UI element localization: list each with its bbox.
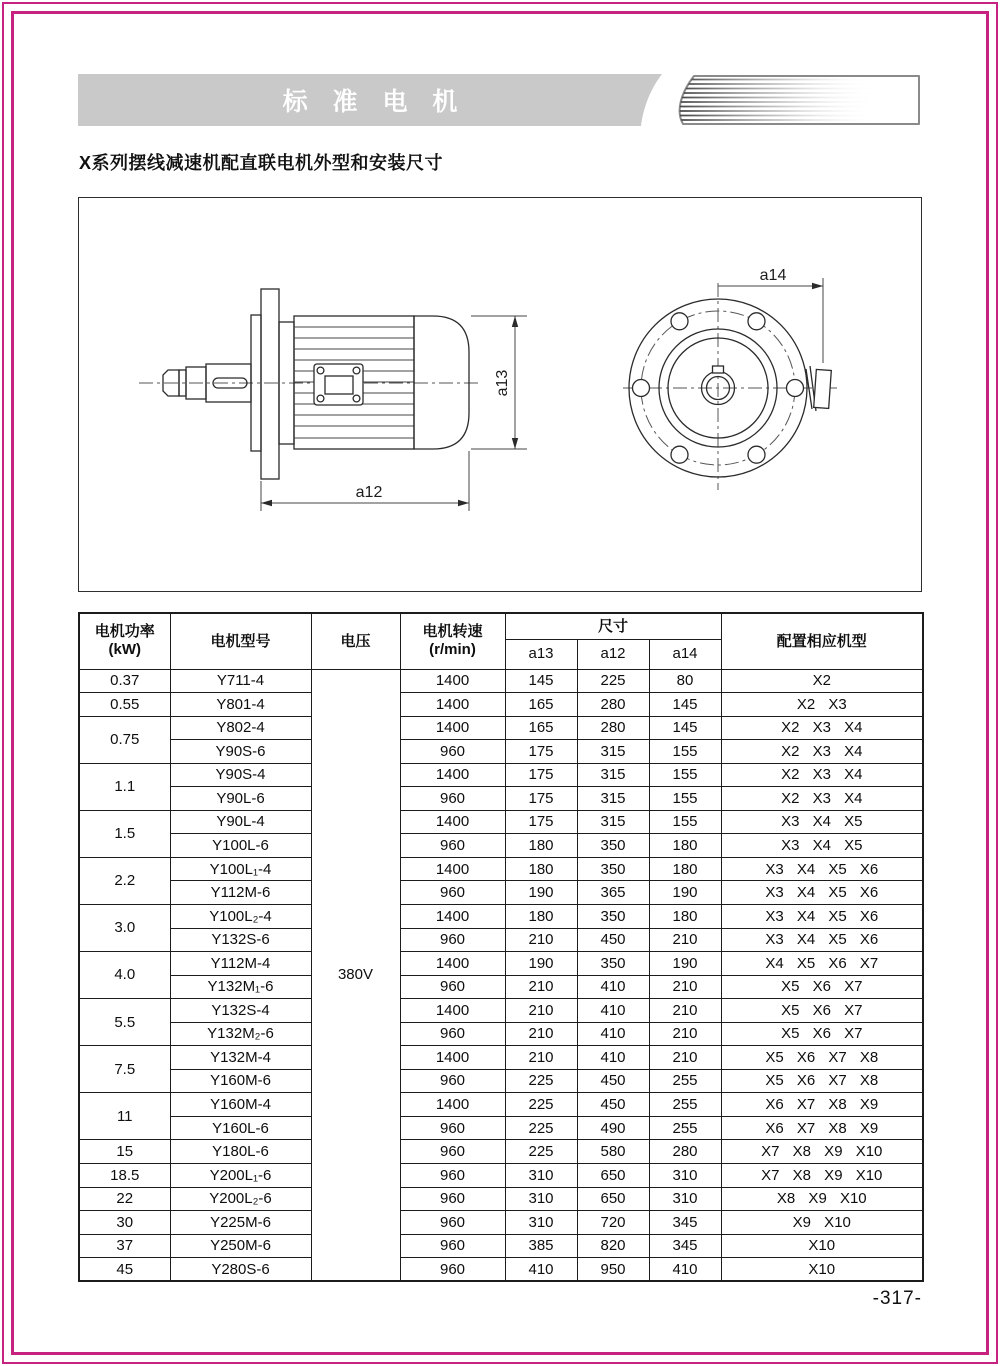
cell-match: X5 X6 X7 [721, 999, 923, 1023]
table-row [79, 999, 923, 1023]
cell-model: Y160M-4 [170, 1093, 311, 1117]
banner-stripes-panel [674, 76, 919, 124]
cell-a13: 225 [505, 1116, 577, 1140]
motor-table-body [79, 669, 923, 1281]
cell-a13: 225 [505, 1069, 577, 1093]
header-voltage: 电压 [311, 613, 400, 669]
cell-match: X5 X6 X7 X8 [721, 1069, 923, 1093]
cell-a13: 175 [505, 810, 577, 834]
cell-model: Y200L₁-6 [170, 1163, 311, 1187]
cell-power: 45 [79, 1258, 170, 1282]
cell-power: 0.75 [79, 716, 170, 763]
cell-a13: 175 [505, 740, 577, 764]
cell-power: 37 [79, 1234, 170, 1258]
title-banner [78, 74, 922, 126]
cell-a13: 175 [505, 787, 577, 811]
table-row [79, 787, 923, 811]
cell-speed: 960 [400, 1211, 505, 1235]
cell-a14: 155 [649, 740, 721, 764]
cell-a13: 225 [505, 1093, 577, 1117]
cell-match: X6 X7 X8 X9 [721, 1093, 923, 1117]
cell-match: X7 X8 X9 X10 [721, 1140, 923, 1164]
cell-a14: 180 [649, 834, 721, 858]
cell-speed: 1400 [400, 1093, 505, 1117]
cell-a13: 190 [505, 952, 577, 976]
header-match: 配置相应机型 [721, 613, 923, 669]
cell-match: X7 X8 X9 X10 [721, 1163, 923, 1187]
cell-a12: 820 [577, 1234, 649, 1258]
cell-a14: 155 [649, 763, 721, 787]
page-title: 标 准 电 机 [282, 88, 467, 116]
cell-power: 0.37 [79, 669, 170, 693]
cell-a14: 155 [649, 787, 721, 811]
mounting-face-box [314, 364, 363, 405]
table-row [79, 693, 923, 717]
table-row [79, 904, 923, 928]
cell-model: Y112M-4 [170, 952, 311, 976]
cell-a13: 410 [505, 1258, 577, 1282]
cell-match: X3 X4 X5 X6 [721, 881, 923, 905]
cell-a12: 315 [577, 787, 649, 811]
table-row [79, 975, 923, 999]
cell-speed: 960 [400, 928, 505, 952]
cell-a14: 255 [649, 1116, 721, 1140]
cell-match: X3 X4 X5 X6 [721, 904, 923, 928]
cell-match: X3 X4 X5 [721, 834, 923, 858]
cell-a12: 225 [577, 669, 649, 693]
cell-power: 22 [79, 1187, 170, 1211]
cell-speed: 1400 [400, 857, 505, 881]
table-row [79, 810, 923, 834]
cell-a12: 650 [577, 1187, 649, 1211]
cell-speed: 1400 [400, 693, 505, 717]
cell-a12: 490 [577, 1116, 649, 1140]
cell-speed: 960 [400, 1140, 505, 1164]
cell-a14: 180 [649, 857, 721, 881]
cell-a13: 210 [505, 999, 577, 1023]
cell-match: X6 X7 X8 X9 [721, 1116, 923, 1140]
cell-model: Y225M-6 [170, 1211, 311, 1235]
cell-a13: 210 [505, 928, 577, 952]
cell-speed: 960 [400, 1187, 505, 1211]
cell-speed: 1400 [400, 999, 505, 1023]
cell-a14: 145 [649, 693, 721, 717]
cell-model: Y801-4 [170, 693, 311, 717]
cell-model: Y100L₂-4 [170, 904, 311, 928]
table-row [79, 881, 923, 905]
cell-speed: 960 [400, 1022, 505, 1046]
table-row [79, 1234, 923, 1258]
cell-a14: 310 [649, 1163, 721, 1187]
cell-a14: 255 [649, 1069, 721, 1093]
cell-model: Y90S-4 [170, 763, 311, 787]
cell-a14: 155 [649, 810, 721, 834]
dim-a14 [718, 267, 823, 363]
cell-a13: 210 [505, 975, 577, 999]
cell-power: 5.5 [79, 999, 170, 1046]
cell-match: X5 X6 X7 X8 [721, 1046, 923, 1070]
cell-power: 18.5 [79, 1163, 170, 1187]
cell-model: Y200L₂-6 [170, 1187, 311, 1211]
cell-model: Y132S-4 [170, 999, 311, 1023]
cell-match: X2 X3 X4 [721, 787, 923, 811]
dim-label-a13: a13 [494, 369, 511, 397]
cell-a13: 310 [505, 1163, 577, 1187]
cell-a14: 210 [649, 999, 721, 1023]
cell-a13: 175 [505, 763, 577, 787]
cell-match: X2 [721, 669, 923, 693]
cell-a13: 210 [505, 1022, 577, 1046]
cell-match: X2 X3 X4 [721, 716, 923, 740]
cell-model: Y112M-6 [170, 881, 311, 905]
cell-a12: 450 [577, 928, 649, 952]
cell-match: X9 X10 [721, 1211, 923, 1235]
keyway-notch [713, 366, 724, 373]
cell-a13: 145 [505, 669, 577, 693]
dim-label-a14: a14 [759, 267, 787, 284]
cell-match: X2 X3 X4 [721, 763, 923, 787]
cell-model: Y90L-4 [170, 810, 311, 834]
cell-a13: 180 [505, 904, 577, 928]
cell-model: Y132M₂-6 [170, 1022, 311, 1046]
cell-a12: 350 [577, 904, 649, 928]
cell-a14: 255 [649, 1093, 721, 1117]
cell-a13: 385 [505, 1234, 577, 1258]
cell-a14: 345 [649, 1234, 721, 1258]
cell-a13: 310 [505, 1187, 577, 1211]
header-speed [400, 613, 505, 669]
table-row [79, 952, 923, 976]
cell-model: Y160L-6 [170, 1116, 311, 1140]
cell-power: 1.5 [79, 810, 170, 857]
cell-speed: 1400 [400, 716, 505, 740]
cell-speed: 1400 [400, 810, 505, 834]
header-power [79, 613, 170, 669]
cell-a12: 280 [577, 716, 649, 740]
table-row [79, 1140, 923, 1164]
header-a13: a13 [505, 639, 577, 669]
cell-power: 15 [79, 1140, 170, 1164]
cell-model: Y100L-6 [170, 834, 311, 858]
cell-a12: 350 [577, 834, 649, 858]
cell-model: Y180L-6 [170, 1140, 311, 1164]
cell-a14: 145 [649, 716, 721, 740]
cell-speed: 960 [400, 1116, 505, 1140]
motor-spec-table [78, 612, 924, 1282]
cell-match: X4 X5 X6 X7 [721, 952, 923, 976]
header-speed-unit: (r/min) [429, 641, 476, 659]
cell-a14: 80 [649, 669, 721, 693]
cell-match: X3 X4 X5 X6 [721, 928, 923, 952]
table-row [79, 740, 923, 764]
cell-a12: 410 [577, 1046, 649, 1070]
header-a14: a14 [649, 639, 721, 669]
table-row [79, 834, 923, 858]
cell-voltage: 380V [311, 669, 400, 1281]
cell-match: X5 X6 X7 [721, 1022, 923, 1046]
cell-a13: 165 [505, 693, 577, 717]
cell-a12: 950 [577, 1258, 649, 1282]
cell-a14: 410 [649, 1258, 721, 1282]
motor-side-view [139, 289, 527, 511]
cell-power: 7.5 [79, 1046, 170, 1093]
cell-speed: 1400 [400, 904, 505, 928]
cell-speed: 960 [400, 881, 505, 905]
table-row [79, 1022, 923, 1046]
dimension-figure [78, 197, 922, 592]
cell-a14: 210 [649, 975, 721, 999]
table-row [79, 1258, 923, 1282]
table-row [79, 1187, 923, 1211]
cell-match: X3 X4 X5 [721, 810, 923, 834]
header-a12: a12 [577, 639, 649, 669]
table-row [79, 716, 923, 740]
cell-a13: 190 [505, 881, 577, 905]
table-row [79, 928, 923, 952]
section-subtitle: X系列摆线减速机配直联电机外型和安装尺寸 [79, 153, 444, 173]
cell-match: X10 [721, 1258, 923, 1282]
cell-speed: 960 [400, 1258, 505, 1282]
cell-model: Y100L₁-4 [170, 857, 311, 881]
table-row [79, 1069, 923, 1093]
table-row [79, 1116, 923, 1140]
cell-a14: 210 [649, 1046, 721, 1070]
motor-front-view [623, 267, 840, 490]
table-row [79, 763, 923, 787]
cell-a14: 180 [649, 904, 721, 928]
table-row [79, 669, 923, 693]
header-power-label: 电机功率 [94, 622, 155, 640]
cell-model: Y280S-6 [170, 1258, 311, 1282]
cell-a12: 315 [577, 740, 649, 764]
cell-match: X10 [721, 1234, 923, 1258]
cell-speed: 960 [400, 975, 505, 999]
dim-a12 [261, 451, 469, 511]
cell-speed: 960 [400, 1069, 505, 1093]
cell-match: X5 X6 X7 [721, 975, 923, 999]
cell-power: 11 [79, 1093, 170, 1140]
cell-a14: 210 [649, 928, 721, 952]
cell-power: 3.0 [79, 904, 170, 951]
cell-a12: 650 [577, 1163, 649, 1187]
header-dims: 尺寸 [505, 613, 721, 639]
cell-a12: 410 [577, 999, 649, 1023]
cell-model: Y132M₁-6 [170, 975, 311, 999]
cell-speed: 960 [400, 740, 505, 764]
table-row [79, 1163, 923, 1187]
cell-speed: 960 [400, 834, 505, 858]
cell-a13: 225 [505, 1140, 577, 1164]
cell-a14: 190 [649, 952, 721, 976]
cell-power: 30 [79, 1211, 170, 1235]
page-number: -317- [872, 1288, 922, 1309]
cell-a12: 410 [577, 975, 649, 999]
cell-speed: 1400 [400, 952, 505, 976]
cell-a13: 210 [505, 1046, 577, 1070]
cell-a12: 315 [577, 763, 649, 787]
cell-speed: 1400 [400, 763, 505, 787]
cell-a12: 580 [577, 1140, 649, 1164]
cell-speed: 1400 [400, 669, 505, 693]
cell-model: Y90S-6 [170, 740, 311, 764]
cell-match: X8 X9 X10 [721, 1187, 923, 1211]
cell-power: 2.2 [79, 857, 170, 904]
cell-a12: 315 [577, 810, 649, 834]
cell-a14: 345 [649, 1211, 721, 1235]
cell-a13: 165 [505, 716, 577, 740]
cell-a12: 365 [577, 881, 649, 905]
cell-a12: 410 [577, 1022, 649, 1046]
cell-a14: 190 [649, 881, 721, 905]
cell-a12: 720 [577, 1211, 649, 1235]
cell-match: X2 X3 X4 [721, 740, 923, 764]
table-row [79, 1093, 923, 1117]
cell-a13: 310 [505, 1211, 577, 1235]
cell-model: Y250M-6 [170, 1234, 311, 1258]
cell-a13: 180 [505, 857, 577, 881]
cell-a13: 180 [505, 834, 577, 858]
cell-model: Y132M-4 [170, 1046, 311, 1070]
cell-model: Y160M-6 [170, 1069, 311, 1093]
header-model: 电机型号 [170, 613, 311, 669]
cell-speed: 1400 [400, 1046, 505, 1070]
cell-a14: 280 [649, 1140, 721, 1164]
table-row [79, 857, 923, 881]
cell-a12: 450 [577, 1093, 649, 1117]
header-power-unit: (kW) [108, 641, 141, 659]
cell-a12: 350 [577, 952, 649, 976]
cell-match: X3 X4 X5 X6 [721, 857, 923, 881]
header-speed-label: 电机转速 [422, 622, 483, 640]
cell-speed: 960 [400, 1163, 505, 1187]
cell-model: Y132S-6 [170, 928, 311, 952]
cell-power: 1.1 [79, 763, 170, 810]
dim-label-a12: a12 [355, 484, 383, 501]
cell-power: 4.0 [79, 952, 170, 999]
dim-a13 [471, 316, 527, 449]
cell-model: Y802-4 [170, 716, 311, 740]
cell-match: X2 X3 [721, 693, 923, 717]
cell-speed: 960 [400, 1234, 505, 1258]
cell-speed: 960 [400, 787, 505, 811]
cell-a14: 210 [649, 1022, 721, 1046]
cell-a12: 280 [577, 693, 649, 717]
cell-a12: 450 [577, 1069, 649, 1093]
cell-model: Y711-4 [170, 669, 311, 693]
table-row [79, 1211, 923, 1235]
cell-model: Y90L-6 [170, 787, 311, 811]
cell-a14: 310 [649, 1187, 721, 1211]
cell-a12: 350 [577, 857, 649, 881]
cell-power: 0.55 [79, 693, 170, 717]
table-row [79, 1046, 923, 1070]
